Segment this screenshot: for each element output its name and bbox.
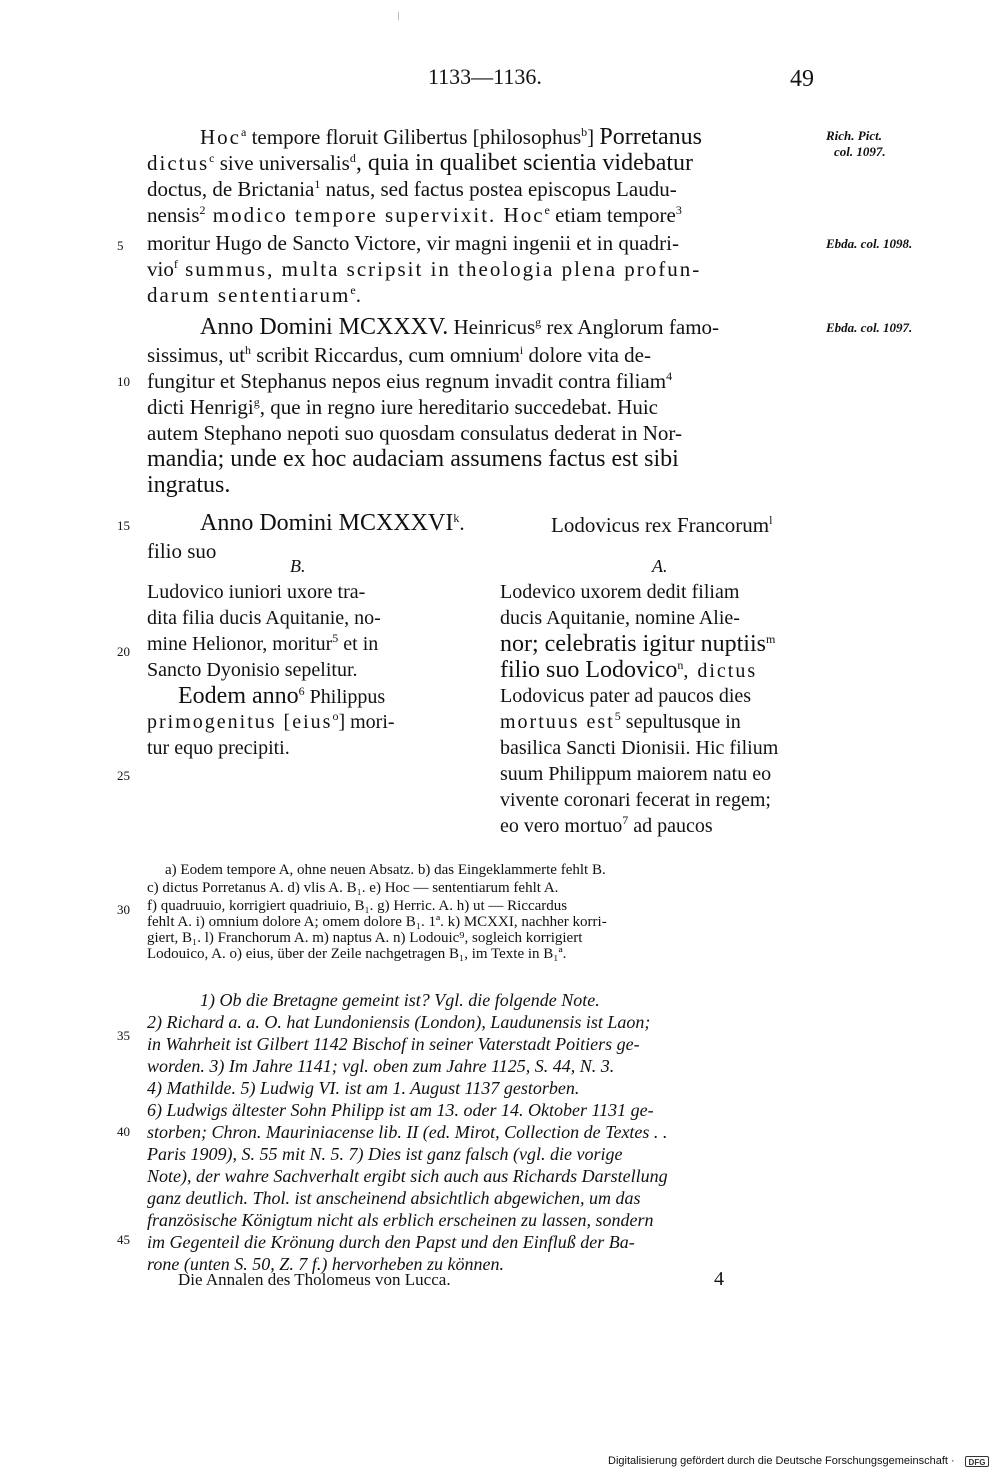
text-line: sissimus, $ut^h$ scribit Riccardus, cum omnium$^i$ dolore vita de- — [147, 343, 651, 367]
apparatus-footnote: c) dictus Porretanus A. d) vlis A. B₁. e) Hoc — sententiarum fehlt A. — [147, 880, 559, 896]
margin-ref: col. 1097. — [834, 144, 886, 159]
column-b-line: primogenitus [eius$^o$] mori- — [147, 709, 395, 733]
line-number: 35 — [117, 1028, 130, 1043]
column-label-b: B. — [290, 556, 306, 576]
running-head-year-range: 1133—1136. — [428, 64, 542, 89]
column-a-line: mortuus est$^5$ sepultusque in — [500, 709, 741, 733]
apparatus-footnote: giert, B₁. l) Franchorum A. m) naptus A. n) Lodouic⁹, sogleich korrigiert — [147, 930, 583, 946]
text-line: Lodovicus rex Francorum$^l$ — [551, 513, 773, 537]
historical-note: rone (unten S. 50, Z. 7 f.) hervorheben zu können. — [147, 1254, 504, 1274]
historical-note: in Wahrheit ist Gilbert 1142 Bischof in seiner Vaterstadt Poitiers ge- — [147, 1034, 640, 1054]
column-a-line: filio suo Lodovico$^n$, dictus — [500, 657, 758, 683]
text-line: moritur Hugo de Sancto Victore, vir magni ingenii et in quadri- — [147, 231, 679, 255]
column-label-a: A. — [652, 556, 668, 576]
dfg-logo-icon: DFG — [965, 1456, 989, 1467]
column-b-line: Sancto Dyonisio sepelitur. — [147, 659, 358, 681]
text-line: dictus$^c$ sive universalis$^d$, quia in qualibet scientia videbatur — [147, 150, 694, 176]
historical-note: 4) Mathilde. 5) Ludwig VI. ist am 1. August 1137 gestorben. — [147, 1078, 580, 1098]
text-line: vio$^f$ summus, multa scripsit in theologia plena profun- — [147, 257, 702, 281]
line-number: 30 — [117, 902, 130, 917]
footer-title: Die Annalen des Tholomeus von Lucca. — [178, 1270, 451, 1289]
text-line: fungitur et Stephanus nepos eius regnum invadit contra filiam$^4$ — [147, 369, 673, 393]
text-line: doctus, de Brictania$^1$ natus, sed factus postea episcopus Laudu- — [147, 177, 677, 201]
line-number: 25 — [117, 768, 130, 783]
column-b-line: mine Helionor, moritur$^5$ et in — [147, 631, 379, 655]
text-line: mandia; unde ex hoc audaciam assumens factus est sibi — [147, 446, 679, 472]
apparatus-footnote: a) Eodem tempore A, ohne neuen Absatz. b) das Eingeklammerte fehlt B. — [165, 862, 606, 878]
historical-note: storben; Chron. Mauriniacense lib. II (ed. Mirot, Collection de Textes . . — [147, 1122, 668, 1142]
scan-mark — [398, 12, 399, 20]
line-number: 5 — [117, 238, 124, 253]
text-line: filio suo — [147, 539, 217, 563]
historical-note: Note), der wahre Sachverhalt ergibt sich auch aus Richards Darstellung — [147, 1166, 668, 1186]
column-a-line: suum Philippum maiorem natu eo — [500, 763, 772, 785]
apparatus-footnote: fehlt A. i) omnium dolore A; omem dolore B₁. 1ª. k) MCXXI, nachher korri- — [147, 914, 607, 930]
column-b-line: tur equo precipiti. — [147, 737, 290, 759]
line-number: 40 — [117, 1124, 130, 1139]
column-a-line: Lodovicus pater ad paucos dies — [500, 685, 752, 707]
column-a-line: Lodevico uxorem dedit filiam — [500, 581, 740, 603]
line-number: 10 — [117, 374, 130, 389]
margin-ref: Ebda. col. 1097. — [826, 320, 913, 335]
signature-mark: 4 — [714, 1268, 724, 1290]
funding-notice: Digitalisierung gefördert durch die Deutsche Forschungsgemeinschaft · — [608, 1455, 955, 1467]
text-line: Anno Domini MCXXXVI$^k$. — [200, 510, 465, 536]
column-a-line: eo vero mortuo$^7$ ad paucos — [500, 813, 713, 837]
column-a-line: basilica Sancti Dionisii. Hic filium — [500, 737, 779, 759]
historical-note: im Gegenteil die Krönung durch den Papst und den Einfluß der Ba- — [147, 1232, 635, 1252]
page-number: 49 — [790, 66, 814, 92]
text-line: Anno Domini MCXXXV. Heinricus$^g$ rex Anglorum famo- — [200, 314, 720, 340]
text-line: nensis$^2$ modico tempore supervixit. Hoc$^e$ etiam tempore$^3$ — [147, 203, 682, 227]
column-b-line: dita filia ducis Aquitanie, no- — [147, 607, 381, 629]
historical-note: französische Königtum nicht als erblich erscheinen zu lassen, sondern — [147, 1210, 654, 1230]
margin-ref: Ebda. col. 1098. — [826, 236, 913, 251]
text-line: darum sententiarum$^e$. — [147, 283, 361, 307]
line-number: 20 — [117, 644, 130, 659]
column-b-line: Ludovico iuniori uxore tra- — [147, 581, 366, 603]
historical-note: Paris 1909), S. 55 mit N. 5. 7) Dies ist ganz falsch (vgl. die vorige — [147, 1144, 623, 1164]
text-line: autem Stephano nepoti suo quosdam consulatus dederat in Nor- — [147, 421, 682, 445]
text-line: Hoc$^a$ tempore floruit Gilibertus [philosophus$^b$] Porretanus — [200, 124, 703, 150]
column-b-line: Eodem anno$^6$ Philippus — [178, 683, 386, 709]
historical-note: 6) Ludwigs ältester Sohn Philipp ist am 13. oder 14. Oktober 1131 ge- — [147, 1100, 654, 1120]
historical-note: 2) Richard a. a. O. hat Lundoniensis (London), Laudunensis ist Laon; — [147, 1012, 651, 1032]
column-a-line: nor; celebratis igitur nuptiis$^m$ — [500, 631, 776, 657]
column-a-line: vivente coronari fecerat in regem; — [500, 789, 771, 811]
historical-note: ganz deutlich. Thol. ist anscheinend absichtlich abgewichen, um das — [147, 1188, 641, 1208]
text-line: dicti Henrigi$^g$, que in regno iure hereditario succedebat. Huic — [147, 395, 658, 419]
historical-note: worden. 3) Im Jahre 1141; vgl. oben zum Jahre 1125, S. 44, N. 3. — [147, 1056, 615, 1076]
margin-ref: Rich. Pict. — [826, 128, 882, 143]
text-line: ingratus. — [147, 472, 231, 498]
historical-note: 1) Ob die Bretagne gemeint ist? Vgl. die folgende Note. — [200, 990, 600, 1010]
apparatus-footnote: Lodouico, A. o) eius, über der Zeile nachgetragen B₁, im Texte in B₁ª. — [147, 946, 567, 962]
line-number: 15 — [117, 518, 130, 533]
apparatus-footnote: f) quadruuio, korrigiert quadriuio, B₁. g) Herric. A. h) ut — Riccardus — [147, 898, 568, 914]
column-a-line: ducis Aquitanie, nomine Alie- — [500, 607, 740, 629]
line-number: 45 — [117, 1232, 130, 1247]
